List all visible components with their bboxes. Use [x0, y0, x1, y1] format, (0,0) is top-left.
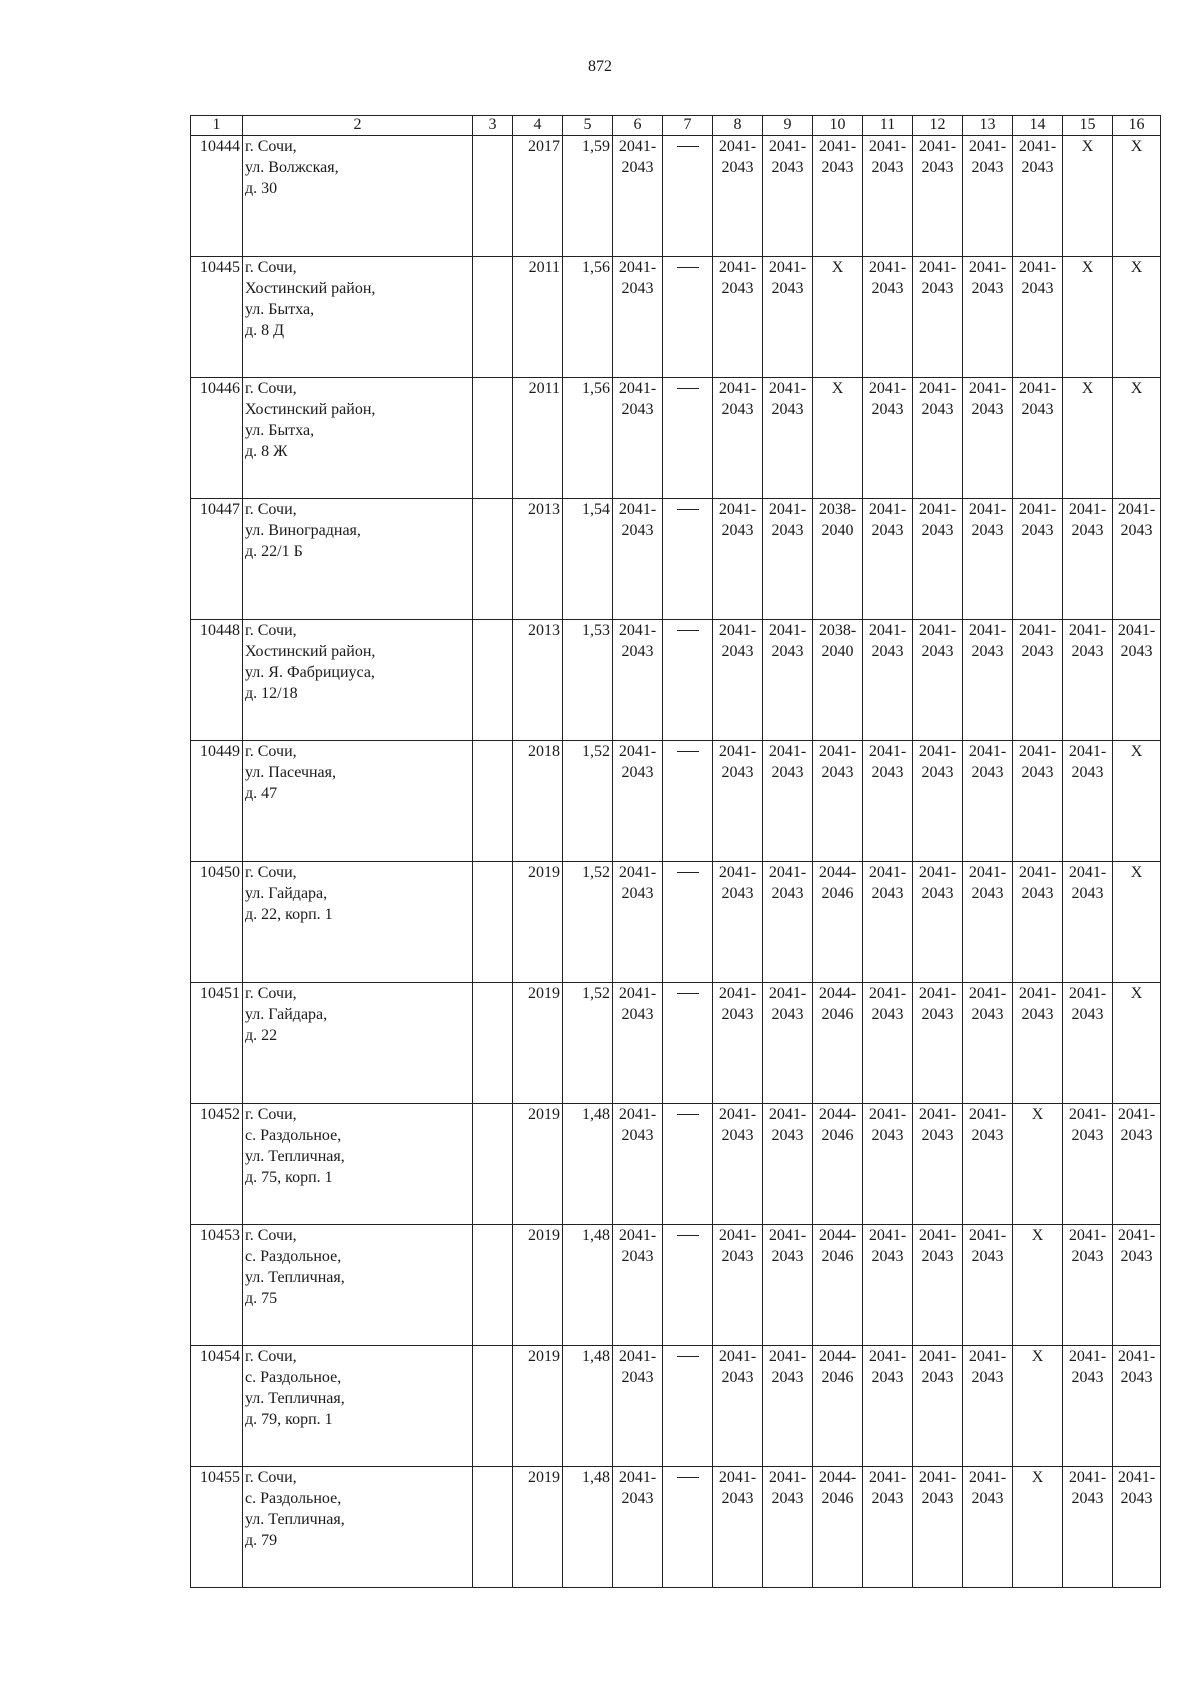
col13-cell: 2041- 2043 [963, 1104, 1013, 1225]
row-id-cell: 10450 [191, 862, 243, 983]
col7-cell [663, 620, 713, 741]
column-header: 15 [1063, 116, 1113, 136]
table-row [191, 499, 1161, 620]
col3-cell [473, 1104, 513, 1225]
col7-cell [663, 136, 713, 257]
dash-mark [677, 509, 699, 510]
col16-cell: Х [1113, 136, 1161, 257]
address-line: г. Сочи, [245, 1106, 297, 1123]
col7-cell [663, 741, 713, 862]
address-line: Хостинский район, [245, 401, 376, 418]
col14-cell: 2041- 2043 [1013, 378, 1063, 499]
col9-cell: 2041- 2043 [763, 741, 813, 862]
col13-cell: 2041- 2043 [963, 741, 1013, 862]
col10-cell: 2044- 2046 [813, 1467, 863, 1588]
col10-cell: 2044- 2046 [813, 1225, 863, 1346]
address-line: ул. Тепличная, [245, 1511, 345, 1528]
row-id-cell: 10453 [191, 1225, 243, 1346]
year-cell: 2013 [513, 499, 563, 620]
col16-cell: Х [1113, 378, 1161, 499]
address-line: ул. Бытха, [245, 422, 315, 439]
address-line: д. 47 [245, 785, 278, 802]
dash-mark [677, 388, 699, 389]
col6-cell: 2041- 2043 [613, 741, 663, 862]
col16-cell: 2041- 2043 [1113, 1346, 1161, 1467]
col15-cell: Х [1063, 136, 1113, 257]
address-line: с. Раздольное, [245, 1127, 342, 1144]
col9-cell: 2041- 2043 [763, 378, 813, 499]
address-line: д. 75, корп. 1 [245, 1169, 333, 1186]
col15-cell: 2041- 2043 [1063, 1346, 1113, 1467]
year-cell: 2019 [513, 1104, 563, 1225]
col9-cell: 2041- 2043 [763, 499, 813, 620]
col12-cell: 2041- 2043 [913, 378, 963, 499]
dash-mark [677, 146, 699, 147]
dash-mark [677, 1477, 699, 1478]
col16-cell: 2041- 2043 [1113, 620, 1161, 741]
address-line: Хостинский район, [245, 280, 376, 297]
table-row [191, 983, 1161, 1104]
col15-cell: 2041- 2043 [1063, 862, 1113, 983]
col7-cell [663, 1104, 713, 1225]
col9-cell: 2041- 2043 [763, 1467, 813, 1588]
table-row [191, 741, 1161, 862]
col14-cell: 2041- 2043 [1013, 499, 1063, 620]
ratio-cell: 1,52 [563, 741, 613, 862]
dash-mark [677, 630, 699, 631]
col14-cell: 2041- 2043 [1013, 862, 1063, 983]
col14-cell: 2041- 2043 [1013, 136, 1063, 257]
col10-cell: 2038- 2040 [813, 620, 863, 741]
col11-cell: 2041- 2043 [863, 1225, 913, 1346]
row-id-cell: 10446 [191, 378, 243, 499]
address-line: г. Сочи, [245, 259, 297, 276]
address-line: д. 22, корп. 1 [245, 906, 333, 923]
col15-cell: Х [1063, 378, 1113, 499]
table-row [191, 1225, 1161, 1346]
col11-cell: 2041- 2043 [863, 378, 913, 499]
column-header: 4 [513, 116, 563, 136]
col13-cell: 2041- 2043 [963, 499, 1013, 620]
col12-cell: 2041- 2043 [913, 136, 963, 257]
col13-cell: 2041- 2043 [963, 983, 1013, 1104]
col6-cell: 2041- 2043 [613, 1346, 663, 1467]
col10-cell: 2044- 2046 [813, 1346, 863, 1467]
address-line: г. Сочи, [245, 985, 297, 1002]
address-cell [243, 136, 473, 257]
col16-cell: 2041- 2043 [1113, 1104, 1161, 1225]
address-line: ул. Я. Фабрициуса, [245, 664, 375, 681]
row-id-cell: 10445 [191, 257, 243, 378]
address-line: г. Сочи, [245, 380, 297, 397]
col14-cell: Х [1013, 1104, 1063, 1225]
table-row [191, 257, 1161, 378]
col6-cell: 2041- 2043 [613, 1467, 663, 1588]
col9-cell: 2041- 2043 [763, 257, 813, 378]
col12-cell: 2041- 2043 [913, 499, 963, 620]
column-header: 3 [473, 116, 513, 136]
column-header: 16 [1113, 116, 1161, 136]
col10-cell: 2044- 2046 [813, 1104, 863, 1225]
col10-cell: 2038- 2040 [813, 499, 863, 620]
col6-cell: 2041- 2043 [613, 257, 663, 378]
col10-cell: 2041- 2043 [813, 136, 863, 257]
dash-mark [677, 872, 699, 873]
col13-cell: 2041- 2043 [963, 620, 1013, 741]
col16-cell: Х [1113, 741, 1161, 862]
address-line: г. Сочи, [245, 1227, 297, 1244]
col7-cell [663, 1225, 713, 1346]
column-header: 6 [613, 116, 663, 136]
col7-cell [663, 983, 713, 1104]
ratio-cell: 1,52 [563, 983, 613, 1104]
row-id-cell: 10444 [191, 136, 243, 257]
ratio-cell: 1,48 [563, 1225, 613, 1346]
address-line: д. 8 Ж [245, 443, 288, 460]
col14-cell: Х [1013, 1467, 1063, 1588]
address-line: ул. Волжская, [245, 159, 339, 176]
col7-cell [663, 257, 713, 378]
col10-cell: 2044- 2046 [813, 983, 863, 1104]
table-row [191, 620, 1161, 741]
address-line: д. 12/18 [245, 685, 298, 702]
address-line: д. 22/1 Б [245, 543, 303, 560]
dash-mark [677, 1114, 699, 1115]
col9-cell: 2041- 2043 [763, 620, 813, 741]
col15-cell: 2041- 2043 [1063, 1467, 1113, 1588]
col12-cell: 2041- 2043 [913, 1346, 963, 1467]
col12-cell: 2041- 2043 [913, 1104, 963, 1225]
table-row [191, 1346, 1161, 1467]
col13-cell: 2041- 2043 [963, 378, 1013, 499]
table-row [191, 862, 1161, 983]
col9-cell: 2041- 2043 [763, 1225, 813, 1346]
col3-cell [473, 499, 513, 620]
col16-cell: Х [1113, 862, 1161, 983]
col10-cell: 2044- 2046 [813, 862, 863, 983]
col11-cell: 2041- 2043 [863, 620, 913, 741]
col14-cell: 2041- 2043 [1013, 741, 1063, 862]
col6-cell: 2041- 2043 [613, 378, 663, 499]
col8-cell: 2041- 2043 [713, 136, 763, 257]
row-id-cell: 10452 [191, 1104, 243, 1225]
address-line: ул. Тепличная, [245, 1148, 345, 1165]
ratio-cell: 1,52 [563, 862, 613, 983]
col12-cell: 2041- 2043 [913, 983, 963, 1104]
col10-cell: Х [813, 378, 863, 499]
dash-mark [677, 1235, 699, 1236]
col3-cell [473, 1225, 513, 1346]
col9-cell: 2041- 2043 [763, 1104, 813, 1225]
col15-cell: 2041- 2043 [1063, 983, 1113, 1104]
row-id-cell: 10449 [191, 741, 243, 862]
col14-cell: 2041- 2043 [1013, 620, 1063, 741]
col14-cell: Х [1013, 1346, 1063, 1467]
col11-cell: 2041- 2043 [863, 257, 913, 378]
row-id-cell: 10447 [191, 499, 243, 620]
col11-cell: 2041- 2043 [863, 1104, 913, 1225]
col11-cell: 2041- 2043 [863, 1346, 913, 1467]
table-row [191, 378, 1161, 499]
col12-cell: 2041- 2043 [913, 741, 963, 862]
col3-cell [473, 1346, 513, 1467]
page-number: 872 [588, 58, 612, 75]
address-cell [243, 862, 473, 983]
address-cell [243, 1346, 473, 1467]
column-header: 5 [563, 116, 613, 136]
col6-cell: 2041- 2043 [613, 1104, 663, 1225]
ratio-cell: 1,53 [563, 620, 613, 741]
address-line: г. Сочи, [245, 1469, 297, 1486]
address-line: ул. Гайдара, [245, 1006, 328, 1023]
col11-cell: 2041- 2043 [863, 862, 913, 983]
col15-cell: 2041- 2043 [1063, 1104, 1113, 1225]
col8-cell: 2041- 2043 [713, 257, 763, 378]
address-line: ул. Бытха, [245, 301, 315, 318]
year-cell: 2018 [513, 741, 563, 862]
year-cell: 2011 [513, 378, 563, 499]
col16-cell: 2041- 2043 [1113, 499, 1161, 620]
col11-cell: 2041- 2043 [863, 983, 913, 1104]
address-line: ул. Пасечная, [245, 764, 337, 781]
col15-cell: Х [1063, 257, 1113, 378]
address-line: д. 79 [245, 1532, 278, 1549]
col6-cell: 2041- 2043 [613, 499, 663, 620]
dash-mark [677, 267, 699, 268]
col6-cell: 2041- 2043 [613, 862, 663, 983]
address-cell [243, 741, 473, 862]
address-cell [243, 983, 473, 1104]
col13-cell: 2041- 2043 [963, 1225, 1013, 1346]
col8-cell: 2041- 2043 [713, 378, 763, 499]
year-cell: 2019 [513, 1346, 563, 1467]
address-cell [243, 499, 473, 620]
ratio-cell: 1,54 [563, 499, 613, 620]
ratio-cell: 1,59 [563, 136, 613, 257]
year-cell: 2019 [513, 862, 563, 983]
col12-cell: 2041- 2043 [913, 862, 963, 983]
column-header: 10 [813, 116, 863, 136]
address-cell [243, 378, 473, 499]
col15-cell: 2041- 2043 [1063, 741, 1113, 862]
year-cell: 2019 [513, 1225, 563, 1346]
year-cell: 2019 [513, 1467, 563, 1588]
col6-cell: 2041- 2043 [613, 136, 663, 257]
address-line: г. Сочи, [245, 501, 297, 518]
column-header: 2 [243, 116, 473, 136]
col8-cell: 2041- 2043 [713, 499, 763, 620]
col16-cell: Х [1113, 257, 1161, 378]
address-line: ул. Виноградная, [245, 522, 361, 539]
col8-cell: 2041- 2043 [713, 983, 763, 1104]
repair-schedule-table [190, 115, 1161, 1588]
col13-cell: 2041- 2043 [963, 862, 1013, 983]
address-line: д. 8 Д [245, 322, 285, 339]
col11-cell: 2041- 2043 [863, 741, 913, 862]
table-row [191, 1467, 1161, 1588]
col15-cell: 2041- 2043 [1063, 1225, 1113, 1346]
address-line: г. Сочи, [245, 1348, 297, 1365]
col9-cell: 2041- 2043 [763, 1346, 813, 1467]
col10-cell: 2041- 2043 [813, 741, 863, 862]
col3-cell [473, 378, 513, 499]
col3-cell [473, 136, 513, 257]
col13-cell: 2041- 2043 [963, 1467, 1013, 1588]
address-cell [243, 620, 473, 741]
address-line: г. Сочи, [245, 138, 297, 155]
col12-cell: 2041- 2043 [913, 620, 963, 741]
address-line: д. 79, корп. 1 [245, 1411, 333, 1428]
address-line: с. Раздольное, [245, 1248, 342, 1265]
col11-cell: 2041- 2043 [863, 136, 913, 257]
col7-cell [663, 862, 713, 983]
col12-cell: 2041- 2043 [913, 257, 963, 378]
column-header: 1 [191, 116, 243, 136]
column-header: 14 [1013, 116, 1063, 136]
address-line: д. 30 [245, 180, 278, 197]
col12-cell: 2041- 2043 [913, 1467, 963, 1588]
column-header: 13 [963, 116, 1013, 136]
col16-cell: 2041- 2043 [1113, 1467, 1161, 1588]
col3-cell [473, 983, 513, 1104]
address-line: с. Раздольное, [245, 1369, 342, 1386]
col8-cell: 2041- 2043 [713, 620, 763, 741]
dash-mark [677, 1356, 699, 1357]
col6-cell: 2041- 2043 [613, 983, 663, 1104]
col15-cell: 2041- 2043 [1063, 620, 1113, 741]
col9-cell: 2041- 2043 [763, 983, 813, 1104]
col8-cell: 2041- 2043 [713, 1346, 763, 1467]
ratio-cell: 1,56 [563, 378, 613, 499]
col8-cell: 2041- 2043 [713, 862, 763, 983]
row-id-cell: 10451 [191, 983, 243, 1104]
col3-cell [473, 1467, 513, 1588]
ratio-cell: 1,48 [563, 1104, 613, 1225]
table-row [191, 136, 1161, 257]
col3-cell [473, 741, 513, 862]
row-id-cell: 10455 [191, 1467, 243, 1588]
col13-cell: 2041- 2043 [963, 257, 1013, 378]
col8-cell: 2041- 2043 [713, 1225, 763, 1346]
address-cell [243, 257, 473, 378]
year-cell: 2013 [513, 620, 563, 741]
address-line: с. Раздольное, [245, 1490, 342, 1507]
row-id-cell: 10454 [191, 1346, 243, 1467]
column-header: 8 [713, 116, 763, 136]
col16-cell: Х [1113, 983, 1161, 1104]
column-header: 9 [763, 116, 813, 136]
address-line: д. 75 [245, 1290, 278, 1307]
column-header: 12 [913, 116, 963, 136]
col6-cell: 2041- 2043 [613, 620, 663, 741]
col3-cell [473, 257, 513, 378]
address-line: ул. Тепличная, [245, 1390, 345, 1407]
col7-cell [663, 378, 713, 499]
ratio-cell: 1,48 [563, 1467, 613, 1588]
header-row [191, 116, 1161, 136]
address-cell [243, 1467, 473, 1588]
year-cell: 2019 [513, 983, 563, 1104]
col7-cell [663, 499, 713, 620]
col11-cell: 2041- 2043 [863, 1467, 913, 1588]
col13-cell: 2041- 2043 [963, 136, 1013, 257]
col15-cell: 2041- 2043 [1063, 499, 1113, 620]
col14-cell: Х [1013, 1225, 1063, 1346]
year-cell: 2011 [513, 257, 563, 378]
address-line: г. Сочи, [245, 864, 297, 881]
col10-cell: Х [813, 257, 863, 378]
column-header: 11 [863, 116, 913, 136]
col14-cell: 2041- 2043 [1013, 257, 1063, 378]
col8-cell: 2041- 2043 [713, 1104, 763, 1225]
col11-cell: 2041- 2043 [863, 499, 913, 620]
row-id-cell: 10448 [191, 620, 243, 741]
address-line: Хостинский район, [245, 643, 376, 660]
address-line: ул. Тепличная, [245, 1269, 345, 1286]
address-line: г. Сочи, [245, 622, 297, 639]
col3-cell [473, 862, 513, 983]
col8-cell: 2041- 2043 [713, 1467, 763, 1588]
col8-cell: 2041- 2043 [713, 741, 763, 862]
col9-cell: 2041- 2043 [763, 136, 813, 257]
col3-cell [473, 620, 513, 741]
dash-mark [677, 751, 699, 752]
column-header: 7 [663, 116, 713, 136]
address-line: ул. Гайдара, [245, 885, 328, 902]
address-line: д. 22 [245, 1027, 278, 1044]
address-cell [243, 1225, 473, 1346]
col16-cell: 2041- 2043 [1113, 1225, 1161, 1346]
dash-mark [677, 993, 699, 994]
col14-cell: 2041- 2043 [1013, 983, 1063, 1104]
col9-cell: 2041- 2043 [763, 862, 813, 983]
col7-cell [663, 1467, 713, 1588]
col6-cell: 2041- 2043 [613, 1225, 663, 1346]
col13-cell: 2041- 2043 [963, 1346, 1013, 1467]
ratio-cell: 1,48 [563, 1346, 613, 1467]
col12-cell: 2041- 2043 [913, 1225, 963, 1346]
ratio-cell: 1,56 [563, 257, 613, 378]
year-cell: 2017 [513, 136, 563, 257]
table-row [191, 1104, 1161, 1225]
address-line: г. Сочи, [245, 743, 297, 760]
address-cell [243, 1104, 473, 1225]
col7-cell [663, 1346, 713, 1467]
